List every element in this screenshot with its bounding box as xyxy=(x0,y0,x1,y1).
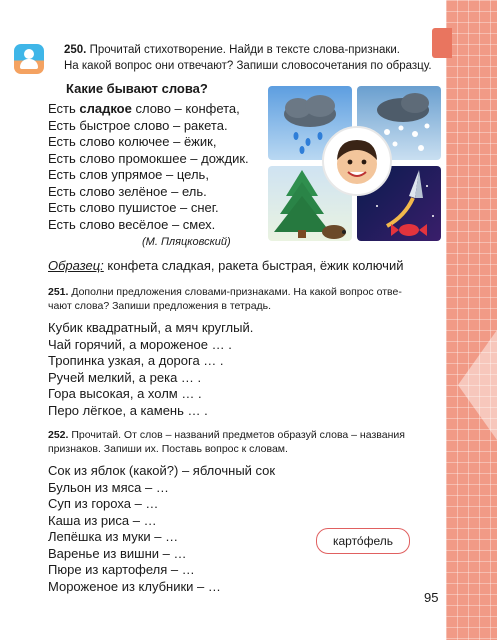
list-item: Гора высокая, а холм … . xyxy=(48,386,202,401)
list-item: Мороженое из клубники – … xyxy=(48,578,221,594)
poem-line: Есть слово пушистое – снег. xyxy=(48,200,219,215)
list-item: Суп из гороха – … xyxy=(48,496,159,511)
reading-task-icon xyxy=(14,44,44,74)
page-number: 95 xyxy=(424,590,439,605)
poem-author: (М. Пляцковский) xyxy=(142,236,231,248)
task-252-text-1: Прочитай. От слов – названий предметов образуй слова – названия xyxy=(71,429,405,441)
illustration-panel xyxy=(268,86,441,241)
list-item: Тропинка узкая, а дорога … . xyxy=(48,353,224,368)
poem-title: Какие бывают слова? xyxy=(66,81,208,96)
boy-face-picture xyxy=(322,126,392,196)
task-250-number: 250. xyxy=(64,44,87,56)
side-grid-strip xyxy=(446,0,497,640)
list-item: Чай горячий, а мороженое … . xyxy=(48,336,232,352)
example-text: конфета сладкая, ракета быстрая, ёжик колючий xyxy=(103,258,404,273)
poem xyxy=(48,101,249,233)
task-252-list xyxy=(48,463,275,595)
task-250 xyxy=(64,42,444,74)
poem-line: Есть слов упрямое – цель, xyxy=(48,167,209,182)
poem-line: Есть слово весёлое – смех. xyxy=(48,216,216,232)
example-line xyxy=(48,258,403,273)
task-252 xyxy=(48,428,443,456)
poem-line: Есть сладкое слово – конфета, xyxy=(48,101,240,116)
task-251-text-1: Дополни предложения словами-признаками. На какой вопрос отве- xyxy=(71,286,402,298)
list-item: Пюре из картофеля – … xyxy=(48,562,195,577)
list-item: Бульон из мяса – … xyxy=(48,479,169,495)
poem-line: Есть слово колючее – ёжик, xyxy=(48,134,217,149)
task-252-text-2: признаков. Запиши их. Поставь вопрос к словам. xyxy=(48,443,288,455)
list-item: Лепёшка из муки – … xyxy=(48,529,179,544)
task-250-text-1: Прочитай стихотворение. Найди в тексте слова-признаки. xyxy=(89,44,401,56)
vocabulary-word-box: карто́фель xyxy=(316,528,410,554)
strip-triangle xyxy=(458,330,497,440)
list-item: Варенье из вишни – … xyxy=(48,545,187,561)
poem-line: Есть слово промокшее – дождик. xyxy=(48,150,249,166)
task-251-number: 251. xyxy=(48,286,69,298)
task-251-text-2: чают слова? Запиши предложения в тетрадь. xyxy=(48,300,272,312)
example-label: Образец: xyxy=(48,258,104,273)
list-item: Перо лёгкое, а камень … . xyxy=(48,402,208,418)
poem-line: Есть слово зелёное – ель. xyxy=(48,183,207,199)
list-item: Сок из яблок (какой?) – яблочный сок xyxy=(48,463,276,478)
task-251-list xyxy=(48,320,253,419)
task-250-text-2: На какой вопрос они отвечают? Запиши словосочетания по образцу. xyxy=(64,60,432,72)
task-251 xyxy=(48,285,443,313)
list-item: Каша из риса – … xyxy=(48,512,157,528)
task-252-number: 252. xyxy=(48,429,69,441)
poem-line: Есть быстрое слово – ракета. xyxy=(48,117,228,133)
list-item: Ручей мелкий, а река … . xyxy=(48,369,202,385)
list-item: Кубик квадратный, а мяч круглый. xyxy=(48,320,254,335)
